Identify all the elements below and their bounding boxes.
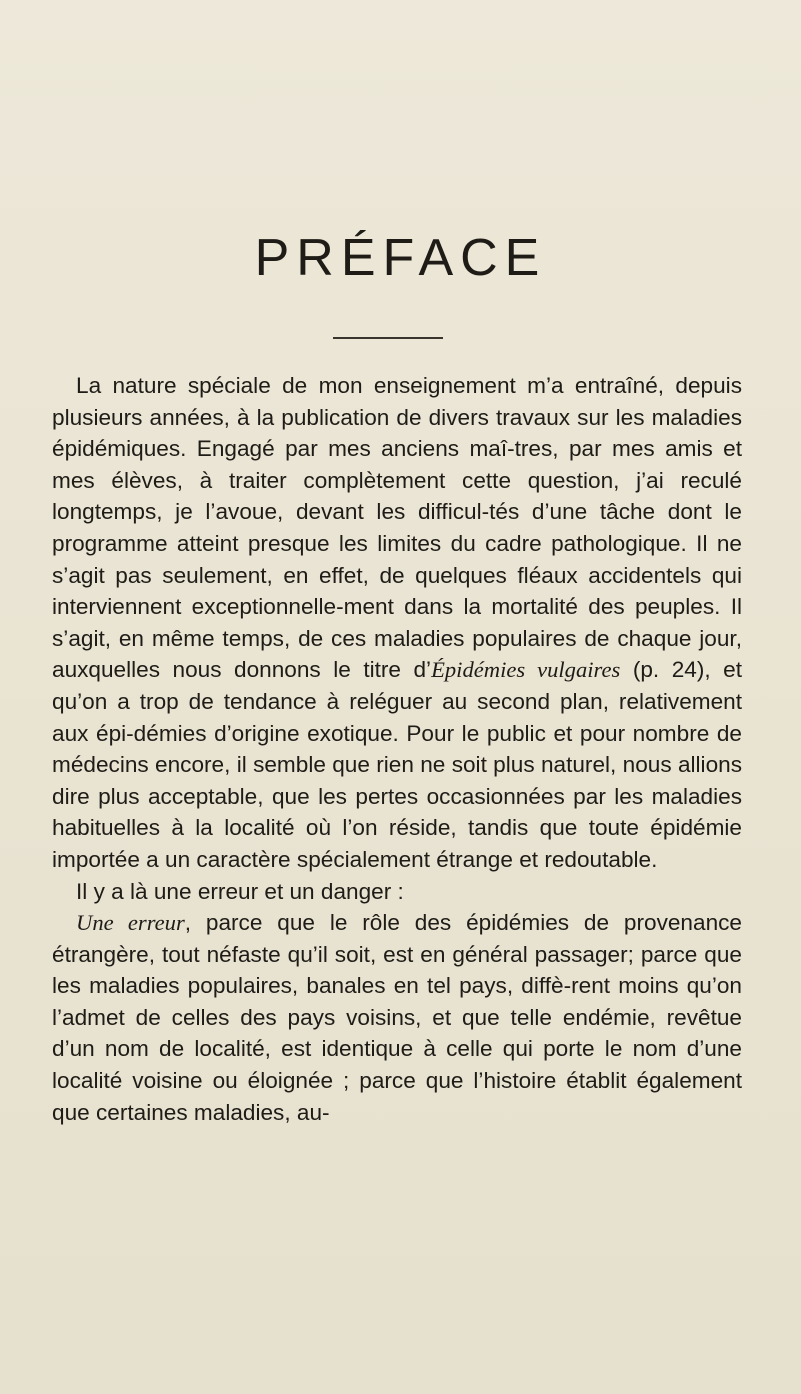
page-title: PRÉFACE bbox=[254, 229, 547, 287]
paragraph-1 bbox=[52, 370, 742, 876]
paragraph-1-text: La nature spéciale de mon enseignement m’a entraîné, depuis plusieurs années, à la publication de divers travaux sur les maladies épidémiques. Engagé par mes anciens maî-tres, par mes amis et mes élèves, à traiter complètement cette question, j’ai reculé longtemps, je l’avoue, devant les difficul-tés d’une tâche dont le programme atteint presque les limites du cadre pathologique. Il ne s’agit pas seulement, en effet, de quelques fléaux accidentels qui interviennent exceptionnelle-ment dans la mortalité des peuples. Il s’agit, en même temps, de ces maladies populaires de chaque jour, auxquelles nous donnons le titre d’ bbox=[52, 373, 742, 683]
paragraph-1-italic: Épidémies vulgaires bbox=[431, 657, 621, 683]
preface-body bbox=[52, 370, 742, 1128]
paragraph-3-italic: Une erreur bbox=[76, 910, 185, 936]
paragraph-2: Il y a là une erreur et un danger : bbox=[76, 878, 404, 904]
paragraph-1-rest: (p. 24), et qu’on a trop de tendance à reléguer au second plan, relativement aux épi-démies d’origine exotique. Pour le public et pour nombre de médecins encore, il semble que rien ne soit plus naturel, nous allions dire plus acceptable, que les pertes occasionnées par les maladies habituelles à la localité où l’on réside, tandis que toute épidémie importée a un caractère spécialement étrange et redoutable. bbox=[52, 657, 742, 872]
paragraph-3-text: , parce que le rôle des épidémies de provenance étrangère, tout néfaste qu’il soit, est en général passager; parce que les maladies populaires, banales en tel pays, diffè-rent moins qu’on l’admet de celles des pays voisins, et que telle endémie, revêtue d’un nom de localité, est identique à celle qui porte le nom d’une localité voisine ou éloignée ; parce que l’histoire établit également que certaines maladies, au- bbox=[52, 910, 742, 1125]
title-divider bbox=[333, 337, 443, 339]
paragraph-3 bbox=[52, 907, 742, 1128]
